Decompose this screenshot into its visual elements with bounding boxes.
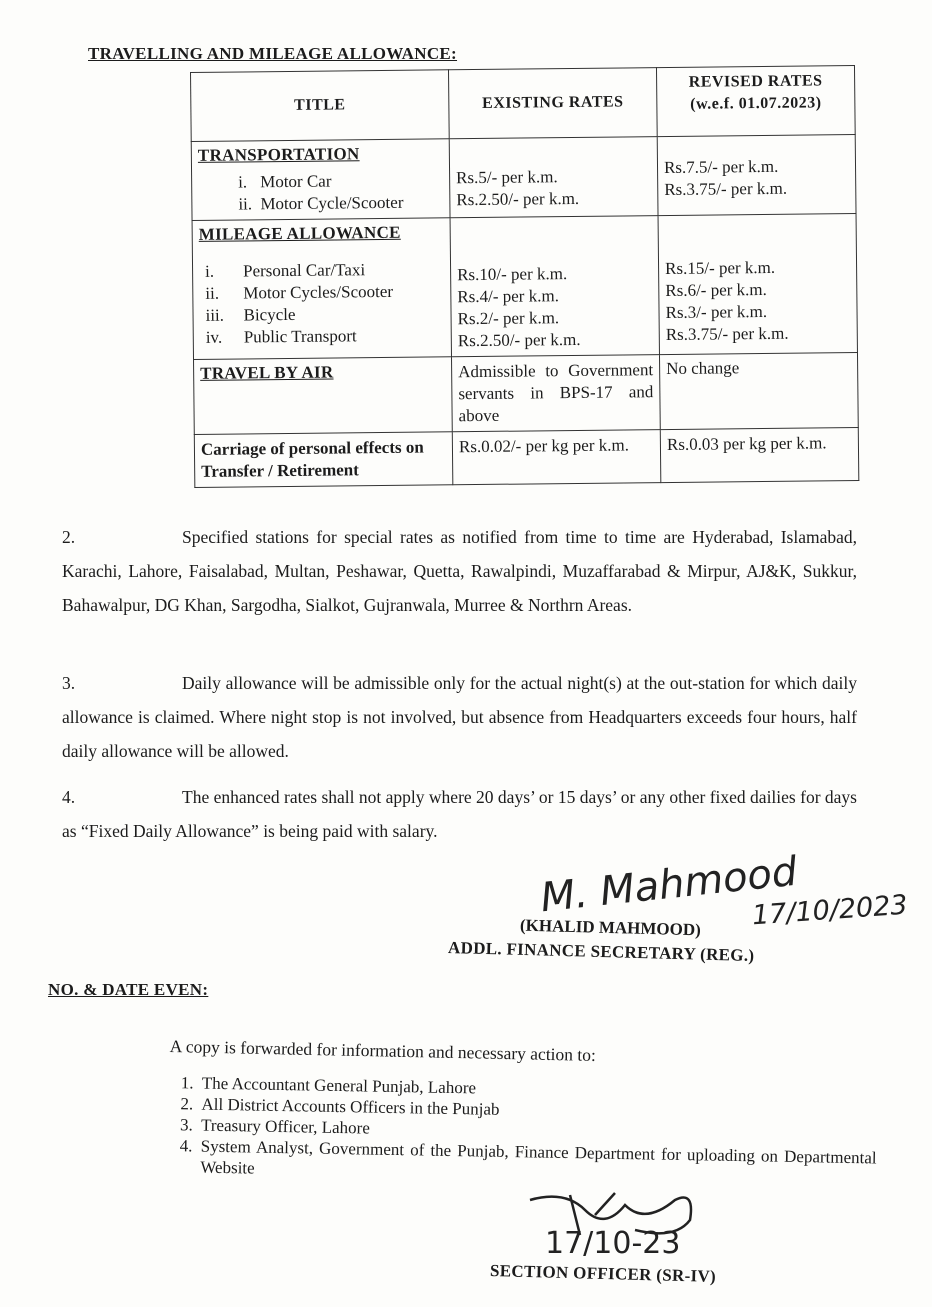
carriage-revised-cell xyxy=(660,428,859,483)
transportation-label: TRANSPORTATION xyxy=(197,144,360,165)
list-item: 1. The Accountant General Punjab, Lahore xyxy=(198,1073,878,1106)
rate-value: Rs.15/- per k.m. xyxy=(664,257,776,279)
signature-date: 17/10/2023 xyxy=(751,889,909,932)
paragraph-2 xyxy=(62,520,857,622)
mileage-row xyxy=(192,214,857,360)
carriage-existing-cell xyxy=(452,430,661,485)
signatory-name: (KHALID MAHMOOD) xyxy=(519,915,702,940)
list-item xyxy=(199,258,444,283)
rate-value: Rs.3.75/- per k.m. xyxy=(664,178,788,200)
header-existing-rates: EXISTING RATES xyxy=(448,68,657,139)
rate-value: Rs.2.50/- per k.m. xyxy=(457,329,581,351)
rate-value: Rs.7.5/- per k.m. xyxy=(663,156,779,178)
rate-value: Admissible to Government servants in BPS-17 and above xyxy=(458,360,654,426)
air-existing-cell xyxy=(451,355,660,432)
rate-value: No change xyxy=(666,358,740,379)
air-title-cell xyxy=(194,357,453,435)
transportation-row xyxy=(191,135,856,221)
transportation-existing-cell xyxy=(449,137,658,218)
item-name: Motor Cycles/Scooter xyxy=(243,281,394,303)
item-name: Motor Cycle/Scooter xyxy=(260,192,404,214)
mileage-title-cell xyxy=(192,218,451,360)
section-officer-date: 17/10-23 xyxy=(545,1226,681,1261)
item-num: iv. xyxy=(205,327,223,347)
item-num: i. xyxy=(204,261,215,281)
paragraph-number: 3. xyxy=(62,673,76,693)
item-name: Bicycle xyxy=(243,304,296,325)
list-item xyxy=(199,302,444,327)
mileage-existing-cell xyxy=(450,216,659,357)
list-item: 2. All District Accounts Officers in the Punjab xyxy=(197,1094,877,1127)
table-header-row xyxy=(191,66,856,142)
document-heading: TRAVELLING AND MILEAGE ALLOWANCE: xyxy=(88,44,458,63)
signatory-designation: ADDL. FINANCE SECRETARY (REG.) xyxy=(447,937,755,966)
rate-value: Rs.3.75/- per k.m. xyxy=(665,323,789,345)
list-item: 4. System Analyst, Government of the Punjab, Finance Department for uploading on Departmental Website xyxy=(196,1136,877,1190)
allowance-rates-table xyxy=(190,65,859,488)
header-revised-rates xyxy=(656,66,855,137)
rate-value: Rs.0.02/- per kg per k.m. xyxy=(458,435,630,457)
item-num: ii. xyxy=(238,194,253,214)
transportation-title-cell xyxy=(191,139,450,221)
rate-value: Rs.0.03 per kg per k.m. xyxy=(666,433,827,455)
recipients-list xyxy=(164,1072,878,1189)
rate-value: Rs.6/- per k.m. xyxy=(665,279,767,301)
header-revised-line1: REVISED RATES xyxy=(688,72,823,91)
list-item: 3. Treasury Officer, Lahore xyxy=(197,1115,877,1148)
section-officer-designation: SECTION OFFICER (SR-IV) xyxy=(489,1261,717,1286)
header-title: TITLE xyxy=(191,70,450,142)
paragraph-text: Daily allowance will be admissible only for the actual night(s) at the out-station for which daily allowance is claimed. Where night stop is not involved, but absence from Headquarters exceeds four hours, half daily allowance will be allowed. xyxy=(62,673,857,761)
paragraph-3 xyxy=(62,666,857,768)
paragraph-number: 2. xyxy=(62,527,76,547)
paragraph-4 xyxy=(62,780,857,848)
endorsement-intro: A copy is forwarded for information and necessary action to: xyxy=(169,1036,597,1065)
header-revised-line2: (w.e.f. 01.07.2023) xyxy=(690,94,822,113)
list-item xyxy=(198,169,443,194)
endorsement-heading: NO. & DATE EVEN: xyxy=(48,980,209,999)
rate-value: Rs.2/- per k.m. xyxy=(457,308,560,329)
item-num: i. xyxy=(238,172,248,192)
rate-value: Rs.4/- per k.m. xyxy=(457,286,559,307)
list-item xyxy=(200,324,445,349)
carriage-row xyxy=(194,428,859,488)
mileage-label: MILEAGE ALLOWANCE xyxy=(198,222,401,244)
item-num: ii. xyxy=(205,283,220,303)
item-name: Public Transport xyxy=(243,326,357,347)
carriage-label: Carriage of personal effects on Transfer / Retirement xyxy=(200,437,424,481)
paragraph-number: 4. xyxy=(62,787,76,807)
carriage-title-cell xyxy=(194,432,453,488)
rate-value: Rs.10/- per k.m. xyxy=(457,264,568,285)
item-name: Motor Car xyxy=(260,171,332,192)
travel-by-air-row xyxy=(194,353,859,435)
rate-value: Rs.2.50/- per k.m. xyxy=(456,188,580,210)
paragraph-text: Specified stations for special rates as notified from time to time are Hyderabad, Islamabad, Karachi, Lahore, Faisalabad, Multan, Peshawar, Quetta, Rawalpindi, Muzaffarabad & Mirpur, AJ&K, Sukkur, Bahawalpur, DG Khan, Sargodha, Sialkot, Gujranwala, Murree & Northrn Areas. xyxy=(62,527,857,615)
mileage-revised-cell xyxy=(658,214,857,355)
item-num: iii. xyxy=(205,305,225,325)
item-name: Personal Car/Taxi xyxy=(242,260,366,281)
rate-value: Rs.5/- per k.m. xyxy=(456,167,558,188)
list-item xyxy=(199,280,444,305)
air-revised-cell xyxy=(659,353,858,430)
air-label: TRAVEL BY AIR xyxy=(200,362,334,383)
list-item xyxy=(198,191,443,216)
transportation-revised-cell xyxy=(657,135,856,216)
signature-mahmood: M. Mahmood xyxy=(538,848,800,922)
rate-value: Rs.3/- per k.m. xyxy=(665,301,768,323)
paragraph-text: The enhanced rates shall not apply where 20 days’ or 15 days’ or any other fixed dailies for days as “Fixed Daily Allowance” is being paid with salary. xyxy=(62,787,857,841)
